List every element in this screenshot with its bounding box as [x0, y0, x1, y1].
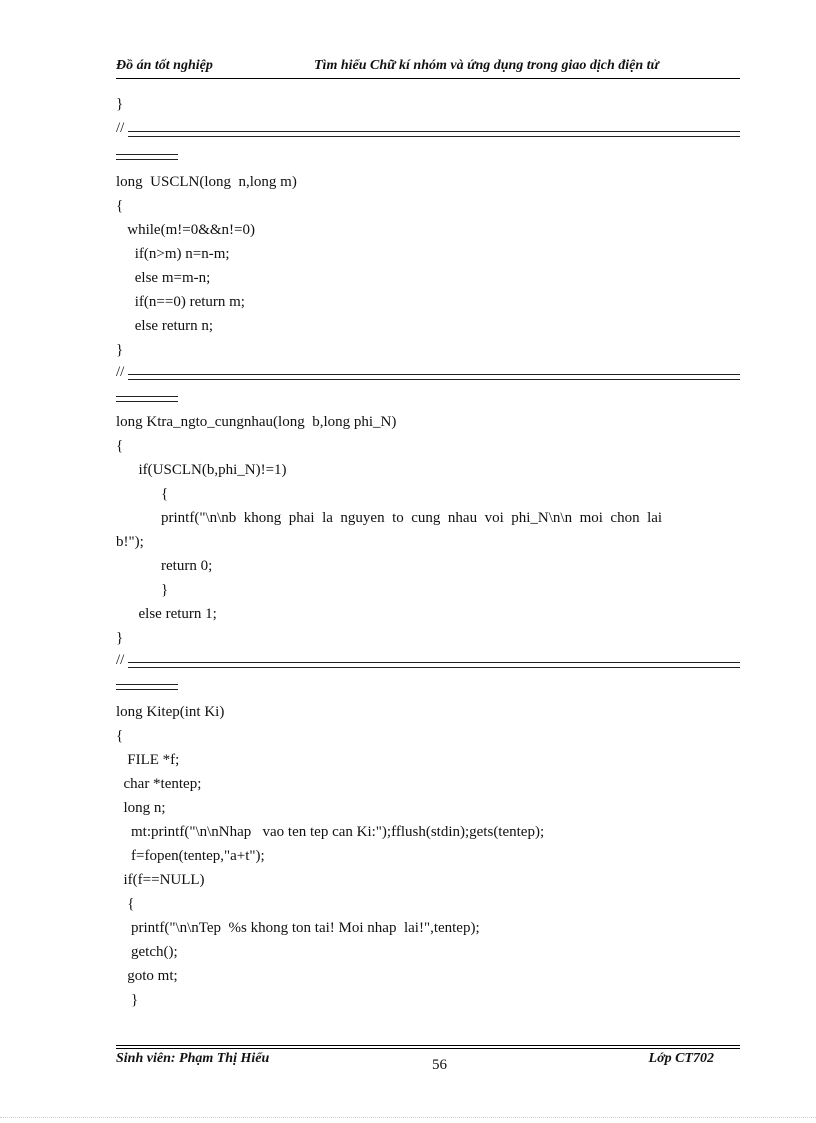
code-line: long USCLN(long n,long m) — [116, 174, 297, 190]
code-line: // — [116, 652, 125, 668]
code-line: char *tentep; — [116, 776, 202, 792]
code-line: f=fopen(tentep,"a+t"); — [116, 848, 265, 864]
separator-line-wrap — [116, 154, 178, 160]
page-number: 56 — [432, 1057, 447, 1073]
code-line: // — [116, 120, 125, 136]
code-line: { — [116, 486, 169, 502]
code-line: FILE *f; — [116, 752, 180, 768]
code-line: getch(); — [116, 944, 178, 960]
code-line: // — [116, 364, 125, 380]
separator-line — [128, 131, 740, 137]
code-line: } — [116, 630, 124, 646]
code-line: long Kitep(int Ki) — [116, 704, 225, 720]
footer-rule — [116, 1045, 740, 1046]
separator-line — [128, 662, 740, 668]
code-line: else return 1; — [116, 606, 217, 622]
code-line: if(n>m) n=n-m; — [116, 246, 230, 262]
code-line: { — [116, 728, 124, 744]
header-left-title: Đồ án tốt nghiệp — [116, 58, 213, 73]
page-header — [116, 58, 740, 78]
footer-student-name: Sinh viên: Phạm Thị Hiểu — [116, 1051, 270, 1066]
code-line: if(f==NULL) — [116, 872, 205, 888]
page-bottom-edge — [0, 1117, 816, 1118]
code-line: } — [116, 992, 139, 1008]
code-line: else m=m-n; — [116, 270, 211, 286]
code-line: long Ktra_ngto_cungnhau(long b,long phi_N) — [116, 414, 397, 430]
code-line: { — [116, 438, 124, 454]
footer-rule — [116, 1048, 740, 1049]
code-line: long n; — [116, 800, 166, 816]
code-line: } — [116, 342, 124, 358]
separator-line-wrap — [116, 684, 178, 690]
page-footer — [116, 1051, 740, 1073]
separator-line-wrap — [116, 396, 178, 402]
code-line: else return n; — [116, 318, 214, 334]
separator-line — [128, 374, 740, 380]
footer-class-name: Lớp CT702 — [648, 1051, 714, 1066]
header-right-title: Tìm hiểu Chữ kí nhóm và ứng dụng trong giao dịch điện tử — [314, 58, 659, 73]
code-line: mt:printf("\n\nNhap vao ten tep can Ki:");fflush(stdin);gets(tentep); — [116, 824, 545, 840]
code-line: if(USCLN(b,phi_N)!=1) — [116, 462, 287, 478]
code-line: goto mt; — [116, 968, 178, 984]
header-rule — [116, 78, 740, 79]
code-line: b!"); — [116, 534, 144, 550]
code-line: if(n==0) return m; — [116, 294, 245, 310]
code-line: printf("\n\nb khong phai la nguyen to cung nhau voi phi_N\n\n moi chon lai — [116, 510, 663, 526]
code-line: } — [116, 582, 169, 598]
code-line: { — [116, 198, 124, 214]
code-line: } — [116, 96, 124, 112]
code-line: { — [116, 896, 135, 912]
code-line: printf("\n\nTep %s khong ton tai! Moi nhap lai!",tentep); — [116, 920, 480, 936]
code-line: return 0; — [116, 558, 213, 574]
code-line: while(m!=0&&n!=0) — [116, 222, 255, 238]
